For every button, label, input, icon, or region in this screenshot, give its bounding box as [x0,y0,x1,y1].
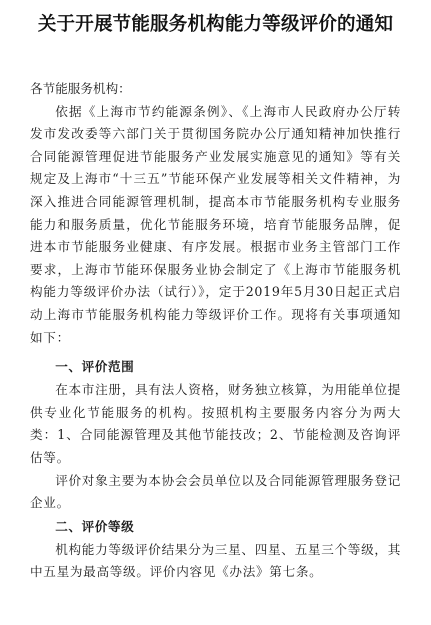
grades-paragraph-1: 机构能力等级评价结果分为三星、四星、五星三个等级，其中五星为最高等级。评价内容见《办法》第七条。 [30,541,401,580]
section-heading-scope: 一、评价范围 [55,359,135,375]
document-title: 关于开展节能服务机构能力等级评价的通知 [37,14,394,35]
scope-paragraph-1: 在本市注册，具有法人资格，财务独立核算，为用能单位提供专业化节能服务的机构。按照机构主要服务内容分为两大类：1、合同能源管理及其他节能技改；2、节能检测及咨询评估等。 [30,382,401,465]
intro-paragraph: 依据《上海市节约能源条例》、《上海市人民政府办公厅转发市发改委等六部门关于贯彻国务院办公厅通知精神加快推行合同能源管理促进节能服务产业发展实施意见的通知》等有关规定及上海市“十三五”节能环保产业发展等相关文件精神，为深入推进合同能源管理机制，提高本市节能服务机构专业服务能力和服务质量，优化节能服务环境，培育节能服务品牌，促进本市节能服务业健康、有序发展。根据市业务主管部门工作要求，上海市节能环保服务业协会制定了《上海市节能服务机构能力等级评价办法（试行）》，定于2019年5月30日起正式启动上海市节能服务机构能力等级评价工作。现将有关事项通知如下： [30,103,401,345]
section-heading-grades: 二、评价等级 [55,518,135,534]
salutation: 各节能服务机构： [30,81,131,96]
scope-paragraph-2: 评价对象主要为本协会会员单位以及合同能源管理服务登记企业。 [30,472,401,511]
